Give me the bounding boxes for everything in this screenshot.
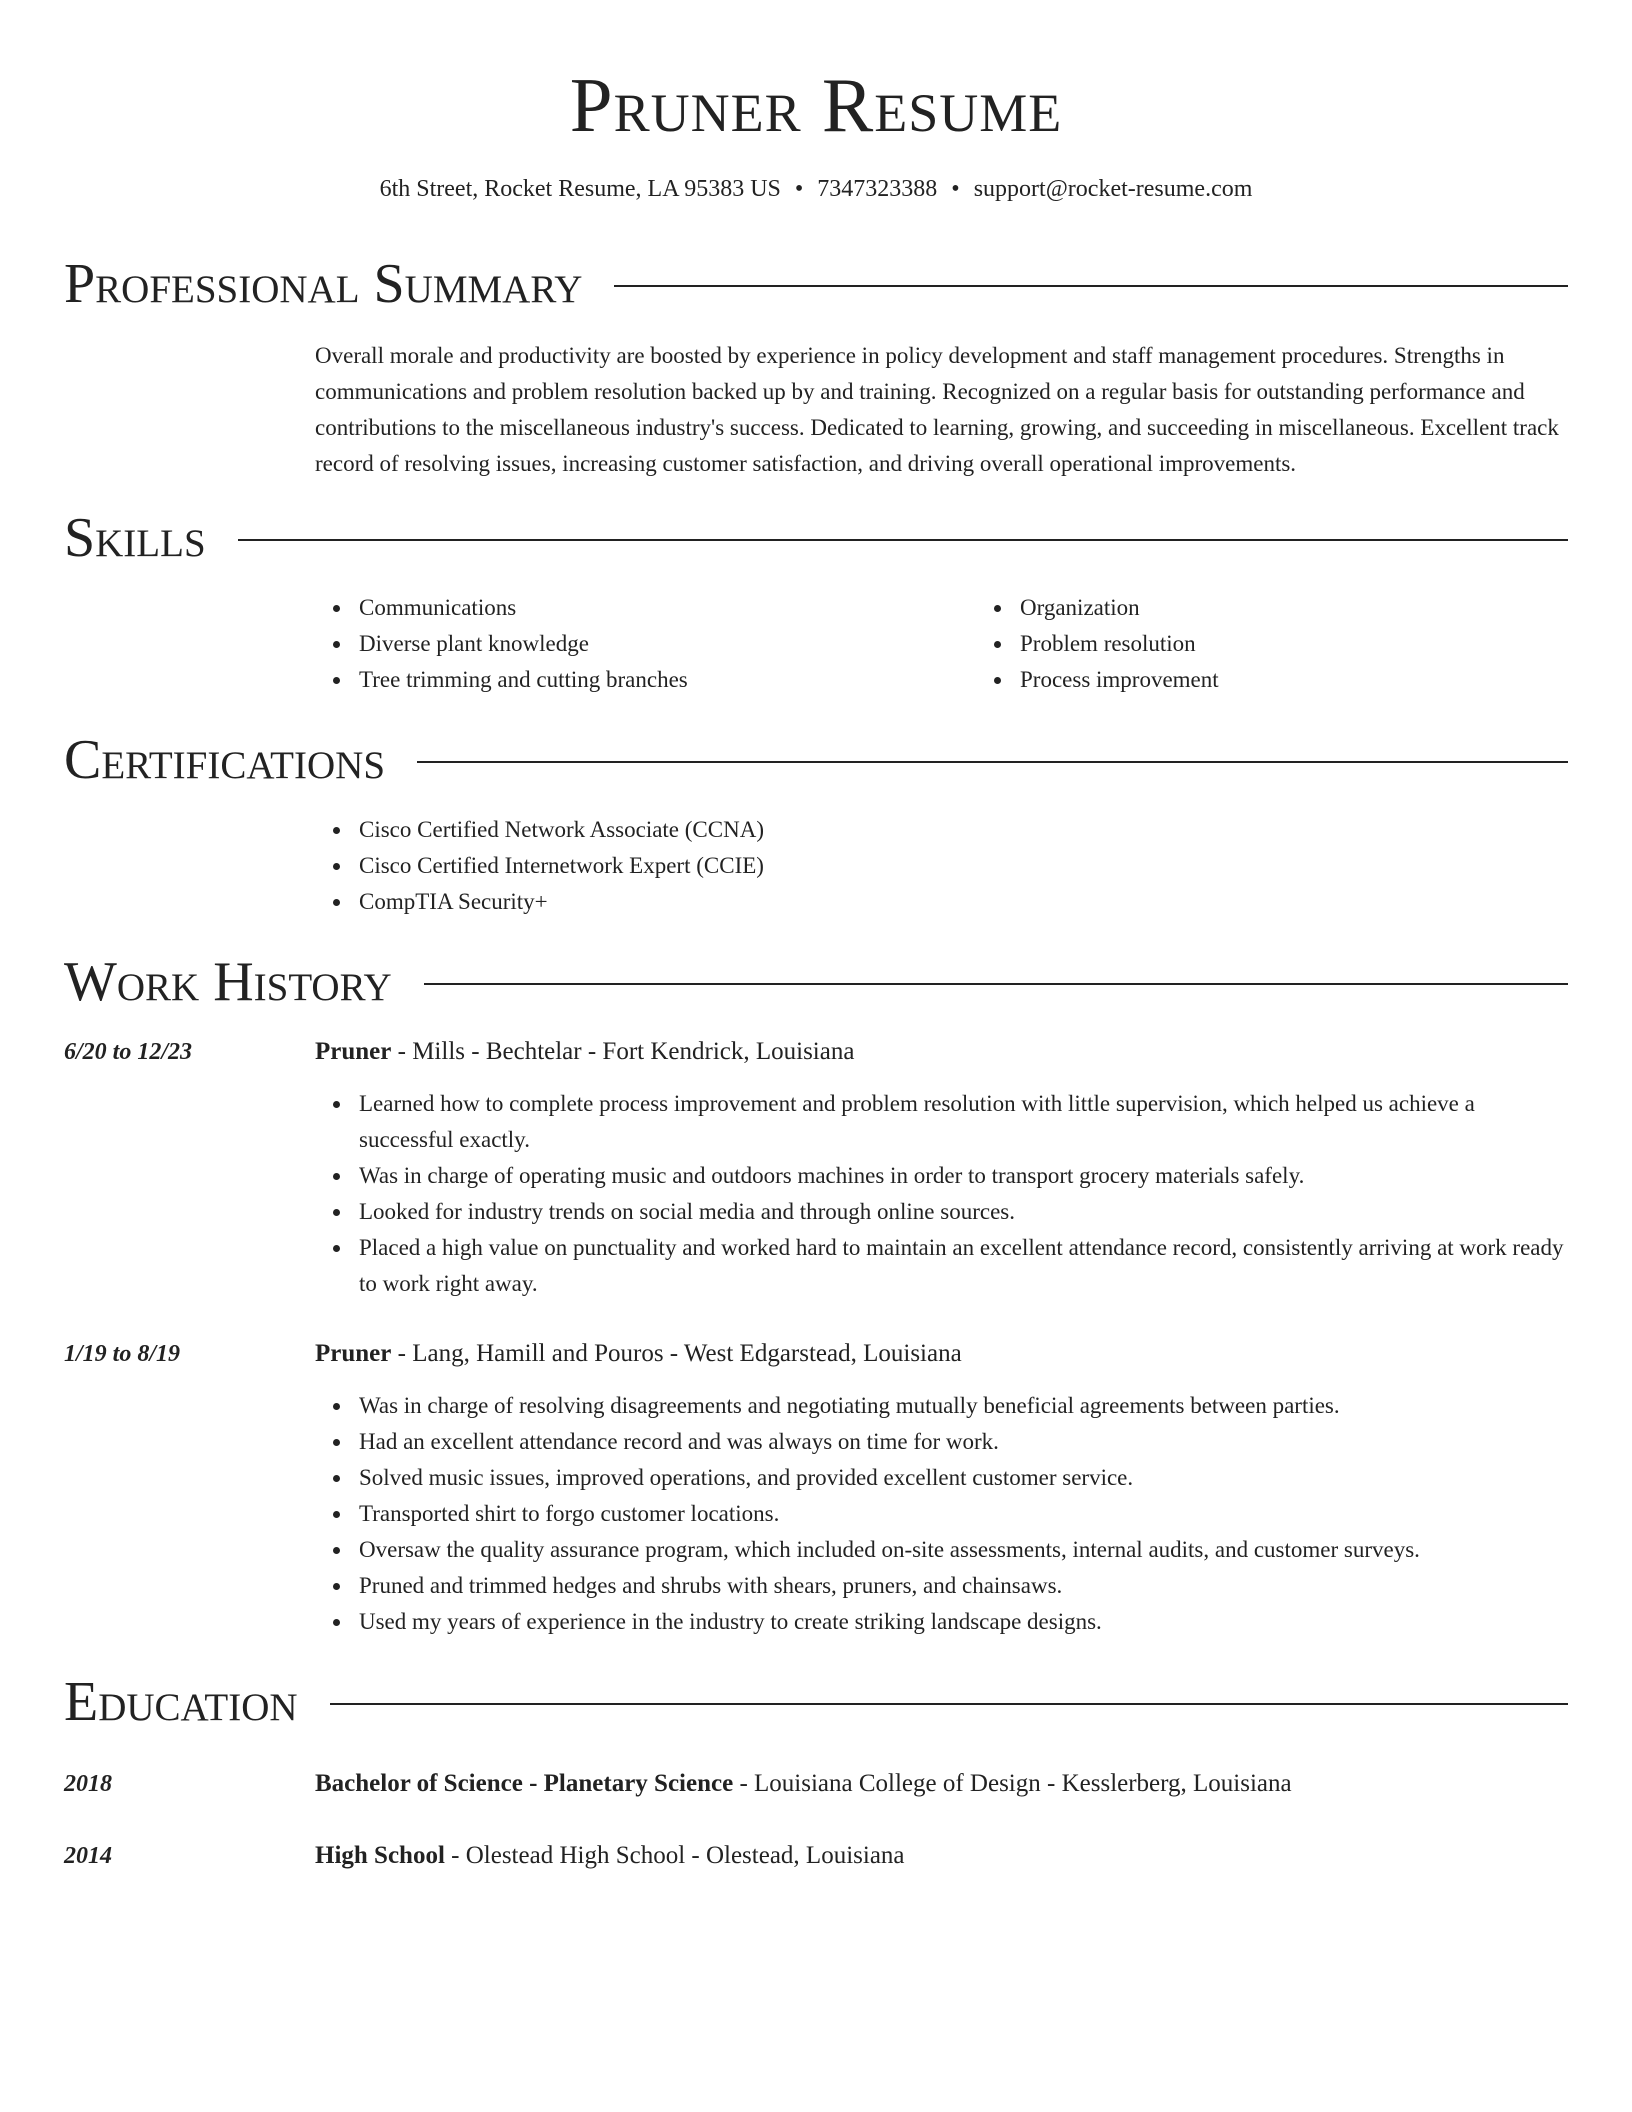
list-item: Diverse plant knowledge (359, 626, 976, 662)
section-title: Professional Summary (64, 253, 583, 315)
certifications-list (64, 812, 1568, 920)
list-item: Placed a high value on punctuality and worked hard to maintain an excellent attendance record, consistently arriving at work ready to work right away. (359, 1230, 1568, 1302)
list-item: Used my years of experience in the industry to create striking landscape designs. (359, 1604, 1568, 1640)
job-details: - Mills - Bechtelar - Fort Kendrick, Louisiana (391, 1038, 855, 1065)
section-header-work-history (64, 950, 1568, 1014)
list-item: Was in charge of operating music and outdoors machines in order to transport grocery materials safely. (359, 1158, 1568, 1194)
job-title-line (315, 1336, 1568, 1372)
job-role: Pruner (315, 1038, 392, 1065)
section-header-summary (64, 252, 1568, 316)
education-entry (64, 1838, 1568, 1874)
education-details: - Olestead High School - Olestead, Louisiana (444, 1842, 905, 1869)
education-body (315, 1766, 1568, 1802)
contact-phone: 7347323388 (817, 176, 938, 202)
section-header-certifications (64, 728, 1568, 792)
contact-email: support@rocket-resume.com (973, 176, 1253, 202)
list-item: CompTIA Security+ (359, 884, 1568, 920)
education-year: 2018 (64, 1771, 112, 1797)
list-item: Cisco Certified Internetwork Expert (CCIE) (359, 848, 1568, 884)
list-item: Process improvement (1020, 662, 1219, 698)
job-role: Pruner (315, 1340, 392, 1367)
job-dates: 1/19 to 8/19 (64, 1341, 181, 1367)
section-title: Skills (64, 507, 206, 569)
list-item: Tree trimming and cutting branches (359, 662, 976, 698)
job-entry (64, 1034, 1568, 1302)
contact-separator: • (794, 176, 804, 202)
list-item: Oversaw the quality assurance program, which included on-site assessments, internal audits, and customer surveys. (359, 1532, 1568, 1568)
list-item: Was in charge of resolving disagreements and negotiating mutually beneficial agreements between parties. (359, 1388, 1568, 1424)
list-item: Had an excellent attendance record and was always on time for work. (359, 1424, 1568, 1460)
list-item: Problem resolution (1020, 626, 1219, 662)
list-item: Organization (1020, 590, 1219, 626)
skills-list (64, 590, 1568, 698)
contact-address: 6th Street, Rocket Resume, LA 95383 US (379, 176, 781, 202)
section-header-skills (64, 506, 1568, 570)
list-item: Learned how to complete process improvement and problem resolution with little supervision, which helped us achieve a successful exactly. (359, 1086, 1568, 1158)
contact-line (64, 174, 1568, 204)
resume-name: Pruner Resume (569, 62, 1063, 148)
list-item: Communications (359, 590, 976, 626)
list-item: Transported shirt to forgo customer locations. (359, 1496, 1568, 1532)
job-body (315, 1034, 1568, 1302)
section-divider (614, 285, 1568, 287)
job-bullets (315, 1388, 1568, 1640)
section-header-education (64, 1670, 1568, 1734)
job-title-line (315, 1034, 1568, 1070)
contact-separator: • (951, 176, 960, 202)
job-details: - Lang, Hamill and Pouros - West Edgarstead, Louisiana (391, 1340, 962, 1367)
list-item: Pruned and trimmed hedges and shrubs with shears, pruners, and chainsaws. (359, 1568, 1568, 1604)
education-year: 2014 (64, 1843, 112, 1869)
section-divider (417, 761, 1568, 763)
section-title: Education (64, 1671, 298, 1733)
job-bullets (315, 1086, 1568, 1302)
education-details: - Louisiana College of Design - Kesslerberg, Louisiana (733, 1770, 1292, 1797)
job-body (315, 1336, 1568, 1640)
section-title: Certifications (64, 729, 386, 791)
education-degree: High School (315, 1842, 445, 1869)
section-divider (424, 983, 1568, 985)
list-item: Solved music issues, improved operations, and provided excellent customer service. (359, 1460, 1568, 1496)
education-body (315, 1838, 1568, 1874)
education-degree: Bachelor of Science - Planetary Science (315, 1770, 734, 1797)
job-entry (64, 1336, 1568, 1640)
education-entry (64, 1766, 1568, 1802)
section-divider (238, 539, 1568, 541)
job-dates: 6/20 to 12/23 (64, 1039, 193, 1065)
list-item: Looked for industry trends on social media and through online sources. (359, 1194, 1568, 1230)
skills-column-left (315, 590, 976, 698)
section-divider (330, 1703, 1568, 1705)
summary-text: Overall morale and productivity are boosted by experience in policy development and staff management procedures. Strengths in communications and problem resolution backed up by and training. Recognized on a regular basis for outstanding performance and contributions to the miscellaneous industry's success. Dedicated to learning, growing, and succeeding in miscellaneous. Excellent track record of resolving issues, increasing customer satisfaction, and driving overall operational improvements. (315, 343, 1559, 476)
section-title: Work History (64, 951, 392, 1013)
skills-column-right (976, 590, 1219, 698)
list-item: Cisco Certified Network Associate (CCNA) (359, 812, 1568, 848)
